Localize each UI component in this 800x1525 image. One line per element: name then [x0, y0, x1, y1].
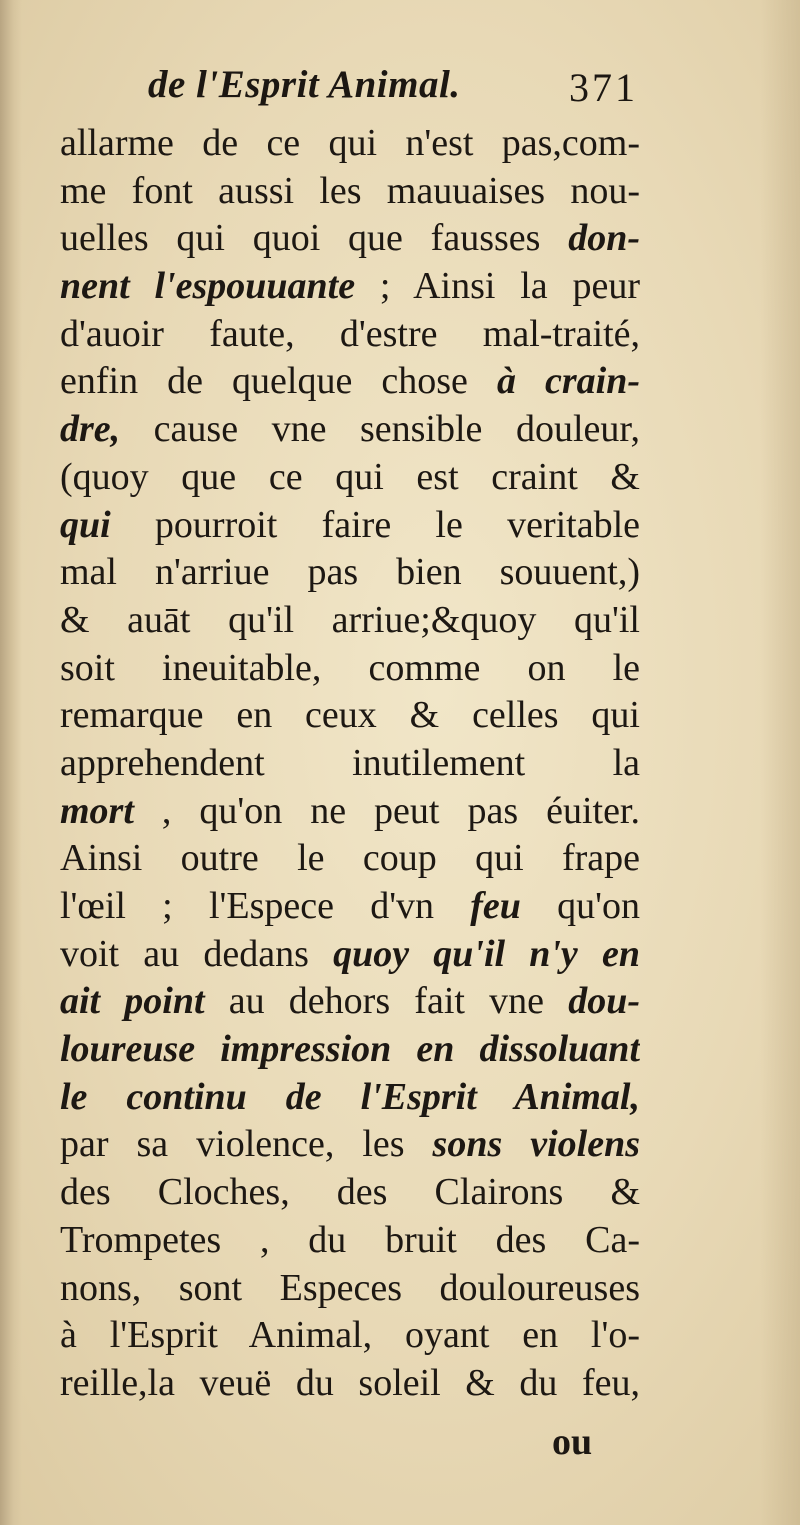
text-line: [60, 1169, 640, 1217]
italic-segment: ait point: [60, 980, 205, 1023]
catchword: ou: [552, 1421, 593, 1463]
italic-segment: don-: [568, 217, 640, 260]
text-line: [60, 1265, 640, 1313]
italic-segment: sons violens: [432, 1123, 640, 1166]
running-title: de l'Esprit Animal.: [148, 63, 461, 106]
italic-segment: le continu de l'Esprit Animal,: [60, 1075, 640, 1118]
text-segment: voit au dedans: [60, 932, 334, 975]
text-line: [60, 597, 640, 645]
text-segment: mal n'arriue pas bien souuent,): [60, 551, 640, 594]
text-line: [60, 1312, 640, 1360]
text-line: [60, 1026, 640, 1074]
text-segment: des Cloches, des Clairons &: [60, 1171, 640, 1214]
text-line: [60, 549, 640, 597]
text-line: [60, 263, 640, 311]
text-segment: (quoy que ce qui est craint &: [60, 455, 640, 498]
page-gutter-shadow: [0, 0, 22, 1525]
text-segment: allarme de ce qui n'est pas,com-: [60, 122, 640, 164]
text-segment: qu'on: [520, 885, 640, 927]
italic-segment: feu: [470, 885, 521, 927]
text-line: [60, 978, 640, 1026]
text-line: [60, 1121, 640, 1169]
text-line: [60, 358, 640, 406]
italic-segment: dre,: [60, 408, 121, 451]
text-segment: Trompetes , du bruit des Ca-: [60, 1218, 640, 1261]
text-line: [60, 502, 640, 550]
text-line: [60, 1360, 640, 1408]
text-segment: ; Ainsi la peur: [355, 265, 640, 308]
text-line: [60, 740, 640, 788]
page-edge-shadow: [760, 0, 800, 1525]
page-header: [148, 62, 648, 118]
text-line: [60, 215, 640, 263]
text-segment: , qu'on ne peut pas éuiter.: [133, 789, 640, 832]
text-segment: remarque en ceux & celles qui: [60, 694, 640, 737]
text-segment: soit ineuitable, comme on le: [60, 646, 640, 689]
italic-segment: quoy qu'il n'y en: [333, 932, 640, 975]
text-line: [60, 931, 640, 979]
text-segment: d'auoir faute, d'estre mal-traité,: [60, 312, 640, 355]
page-number: 371: [569, 65, 638, 110]
text-segment: nons, sont Especes douloureuses: [60, 1266, 640, 1309]
text-line: [60, 1074, 640, 1122]
text-segment: apprehendent inutilement la: [60, 741, 640, 784]
text-line: [60, 1217, 640, 1265]
text-segment: pourroit faire le veritable: [110, 503, 640, 546]
italic-segment: mort: [60, 789, 134, 832]
text-segment: Ainsi outre le coup qui frape: [60, 837, 640, 880]
text-line: [60, 692, 640, 740]
text-segment: à l'Esprit Animal, oyant en l'o-: [60, 1314, 640, 1357]
body-text: [60, 120, 640, 1408]
text-line: [60, 454, 640, 502]
text-line: [60, 406, 640, 454]
text-segment: me font aussi les mauuaises nou-: [60, 169, 640, 212]
italic-segment: nent l'espouuante: [60, 265, 356, 308]
text-line: [60, 120, 640, 168]
text-segment: enfin de quelque chose: [60, 360, 497, 403]
text-segment: par sa violence, les: [60, 1123, 433, 1166]
text-segment: l'œil ; l'Espece d'vn: [60, 885, 471, 927]
text-line: [60, 168, 640, 216]
text-segment: cause vne sensible douleur,: [120, 408, 640, 451]
text-segment: uelles qui quoi que fausses: [60, 217, 569, 260]
text-line: [60, 788, 640, 836]
text-line: [60, 835, 640, 883]
text-segment: & auāt qu'il arriue;&quoy qu'il: [60, 598, 640, 641]
italic-segment: loureuse impression en dissoluant: [60, 1028, 640, 1071]
text-segment: reille,la veuë du soleil & du feu,: [60, 1361, 640, 1404]
italic-segment: dou-: [568, 980, 640, 1023]
text-line: [60, 311, 640, 359]
text-line: [60, 883, 640, 931]
text-segment: au dehors fait vne: [204, 980, 569, 1023]
italic-segment: à crain-: [496, 360, 640, 403]
text-line: [60, 645, 640, 693]
italic-segment: qui: [60, 503, 111, 546]
